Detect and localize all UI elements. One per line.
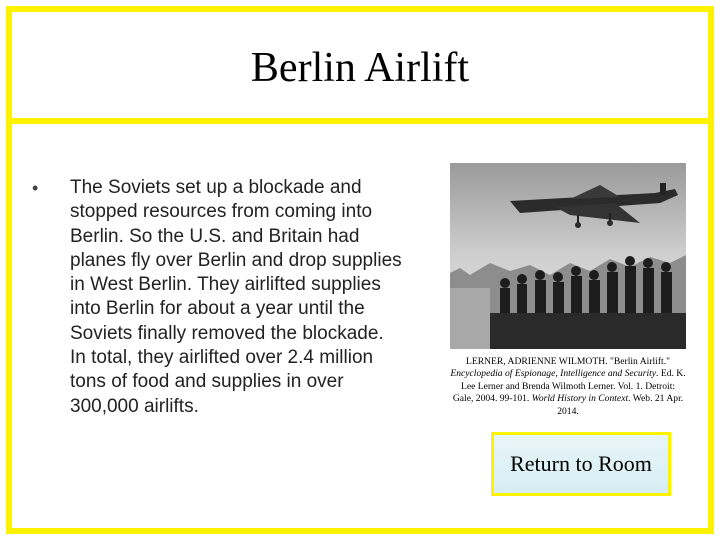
berlin-airlift-photo xyxy=(450,163,686,349)
return-to-room-button[interactable]: Return to Room xyxy=(491,432,671,496)
citation-part3: . Web. 21 Apr. 2014. xyxy=(557,393,684,417)
citation-part2: . Ed. K. Lee Lerner and Brenda Wilmoth Lerner. Vol. 1. Detroit: Gale, 2004. 99-101. xyxy=(452,368,686,405)
citation-part1: LERNER, ADRIENNE WILMOTH. "Berlin Airlift." xyxy=(465,356,671,367)
page-title: Berlin Airlift xyxy=(250,45,470,91)
citation-database: World History in Context xyxy=(531,393,629,405)
bullet-marker: • xyxy=(32,178,39,198)
bullet-text: The Soviets set up a blockade and stopped resources from coming into Berlin. So the U.S. and Britain had planes fly over Berlin and drop supplies in West Berlin. They airlifted supplies into Berlin for about a year until the Soviets finally removed the blockade. In total, they airlifted over 2.4 million tons of food and supplies in over 300,000 airlifts. xyxy=(70,177,402,417)
citation-text xyxy=(450,356,686,418)
citation-title: Encyclopedia of Espionage, Intelligence and Security xyxy=(450,368,657,380)
bullet-paragraph xyxy=(32,176,402,419)
